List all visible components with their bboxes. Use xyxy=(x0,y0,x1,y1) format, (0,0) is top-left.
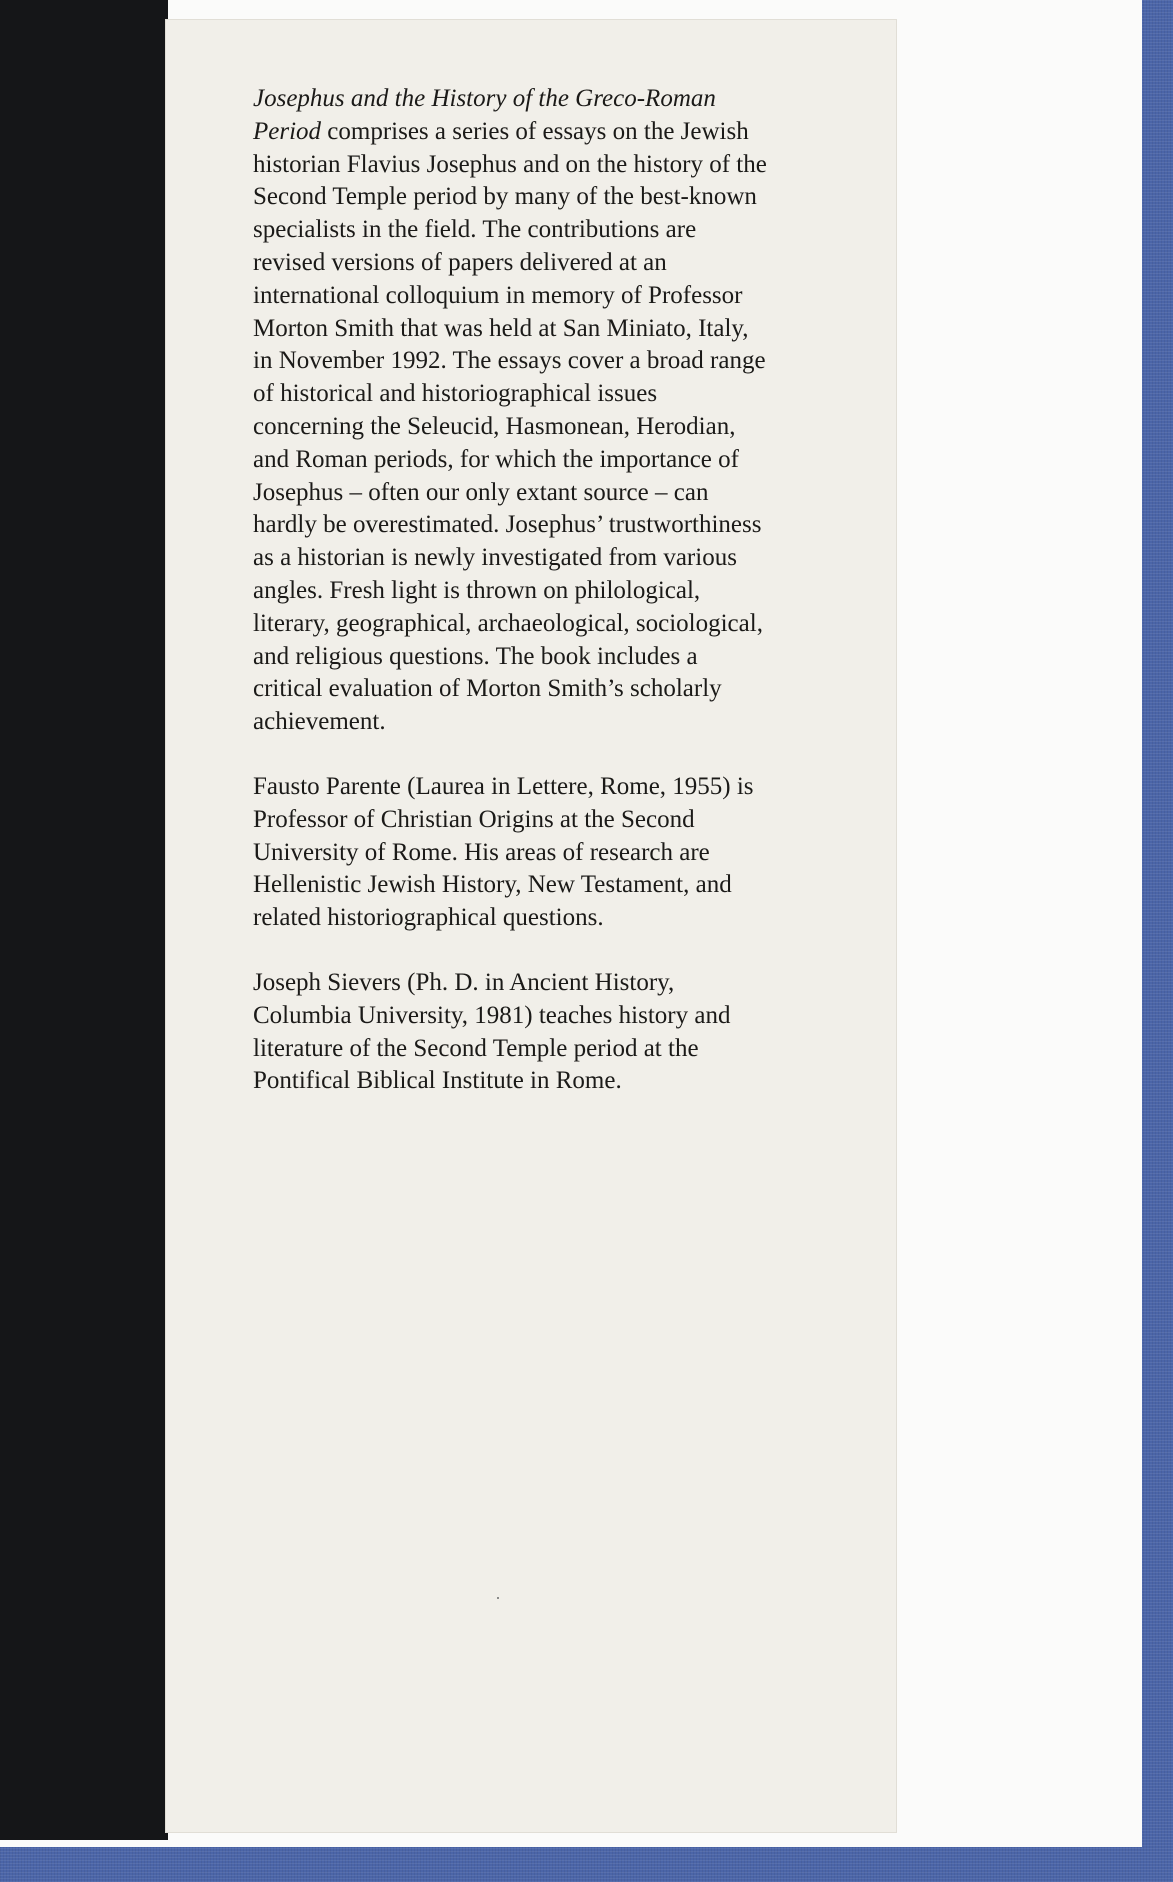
book-title: Josephus and the History of the Greco-Roman Period xyxy=(253,85,716,145)
editor-bio-sievers: Joseph Sievers (Ph. D. in Ancient History, Columbia University, 1981) teaches history and literature of the Second Temple period at the Pontifical Biblical Institute in Rome. xyxy=(253,968,731,1095)
editor-bio-parente: Fausto Parente (Laurea in Lettere, Rome, 1955) is Professor of Christian Origins at the Second University of Rome. His areas of research are Hellenistic Jewish History, New Testament, and related historiographical questions. xyxy=(253,772,754,932)
description-body: comprises a series of essays on the Jewish historian Flavius Josephus and on the history of the Second Temple period by many of the best-known specialists in the field. The contributions are revised versions of papers delivered at an international colloquium in memory of Professor Morton Smith that was held at San Miniato, Italy, in November 1992. The essays cover a broad range of historical and historiographical issues concerning the Seleucid, Hasmonean, Herodian, and Roman periods, for which the importance of Josephus – often our only extant source – can hardly be overestimated. Josephus’ trustworthiness as a historian is newly investigated from various angles. Fresh light is thrown on philological, literary, geographical, archaeological, sociological, and religious questions. The book includes a critical evaluation of Morton Smith’s scholarly achievement. xyxy=(253,117,767,736)
description-paragraph xyxy=(253,83,773,739)
paper-speck xyxy=(497,1597,499,1599)
black-spine-strip xyxy=(0,0,168,1840)
flap-text xyxy=(253,83,773,1130)
